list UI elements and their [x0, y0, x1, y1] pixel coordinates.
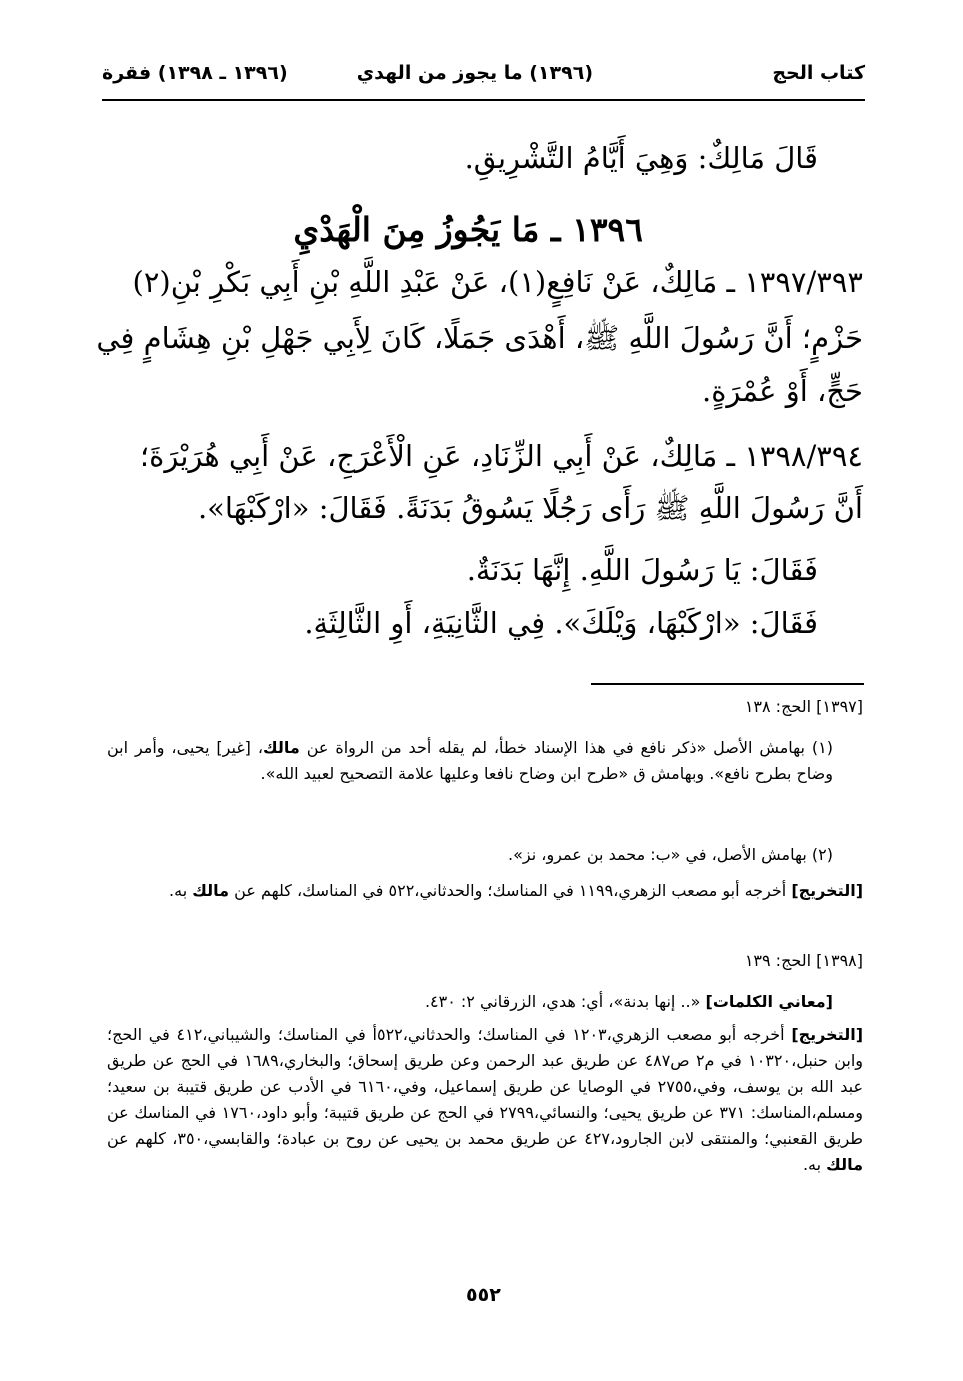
- hadith-1398-line-4: فَقَالَ: «ارْكَبْهَا، وَيْلَكَ». فِي الثَّانِيَةِ، أَوِ الثَّالِثَةِ.: [304, 606, 818, 640]
- hadith-1398-line-1: ١٣٩٨/٣٩٤ ـ مَالِكٌ، عَنْ أَبِي الزِّنَادِ، عَنِ الْأَعْرَجِ، عَنْ أَبِي هُرَيْرَةَ؛: [139, 439, 863, 473]
- page-number: ٥٥٢: [466, 1284, 501, 1306]
- footnote-1: [107, 735, 833, 787]
- footnote-2: (٢) بهامش الأصل، في «ب: محمد بن عمرو، نز».: [508, 845, 833, 864]
- header-book-title: كتاب الحج: [772, 62, 865, 84]
- body-line-malik-tashriq: قَالَ مَالِكٌ: وَهِيَ أَيَّامُ التَّشْرِيقِ.: [464, 141, 818, 175]
- maani-kalimat: [107, 989, 833, 1015]
- maani-label: [معاني الكلمات]: [705, 992, 833, 1011]
- header-paragraph-range: (١٣٩٦ ـ ١٣٩٨) فقرة: [102, 62, 288, 84]
- hadith-1398-line-3: فَقَالَ: يَا رَسُولَ اللَّهِ. إِنَّهَا بَدَنَةٌ.: [466, 553, 818, 587]
- hadith-1397-line-3: حَجٍّ، أَوْ عُمْرَةٍ.: [702, 374, 863, 408]
- takhrij-1397-end: به.: [169, 881, 188, 900]
- hadith-1398-line-2: أَنَّ رَسُولَ اللَّهِ ﷺ رَأَى رَجُلًا يَسُوقُ بَدَنَةً. فَقَالَ: «ارْكَبْهَا».: [197, 491, 863, 525]
- takhrij-1398-text: أخرجه أبو مصعب الزهري،١٢٠٣ في المناسك؛ والحدثاني،٥٢٢أ في المناسك؛ والشيباني،٤١٢ في الحج؛ وابن حنبل،١٠٣٢٠ في م٢ ص٤٨٧ عن طريق عبد الرحمن وعن طريق إسحاق؛ والبخاري،١٦٨٩ في الحج عن طريق عبد الله بن يوسف، وفي،٢٧٥٥ في الوصايا عن طريق إسماعيل، وفي،٦١٦٠ في الأدب عن طريق قتيبة بن سعيد؛ ومسلم،المناسك: ٣٧١ عن طريق يحيى؛ والنسائي،٢٧٩٩ في الحج عن طريق قتيبة؛ وأبو داود،١٧٦٠ في المناسك عن طريق القعنبي؛ والمنتقى لابن الجارود،٤٢٧ عن طريق محمد بن يحيى عن روح بن عبادة؛ والقابسي،٣٥٠، كلهم عن: [107, 1025, 864, 1148]
- takhrij-1397-malik: مالك: [192, 881, 230, 900]
- header-divider: [102, 99, 865, 101]
- footnote-1-text: (١) بهامش الأصل «ذكر نافع في هذا الإسناد خطأ، لم يقله أحد من الرواة عن: [306, 738, 833, 757]
- hadith-1397-line-2: حَزْمٍ؛ أَنَّ رَسُولَ اللَّهِ ﷺ، أَهْدَى جَمَلًا، كَانَ لِأَبِي جَهْلِ بْنِ هِشَامٍ فِي: [96, 321, 863, 355]
- footnote-ref-1398: [١٣٩٨] الحج: ١٣٩: [744, 951, 863, 970]
- header-chapter-title: (١٣٩٦) ما يجوز من الهدي: [356, 62, 593, 84]
- footnote-1-text-cont: ، [غير] يحيى، وأمر ابن وضاح بطرح نافع». وبهامش ق «طرح ابن وضاح نافعا وعليها علامة التصحيح لعبيد الله».: [107, 738, 833, 783]
- hadith-1397-line-1: ١٣٩٧/٣٩٣ ـ مَالِكٌ، عَنْ نَافِعٍ(١)، عَنْ عَبْدِ اللَّهِ بْنِ أَبِي بَكْرِ بْنِ(٢): [132, 265, 863, 299]
- takhrij-1398-end: به.: [802, 1155, 822, 1174]
- footnote-ref-1397: [١٣٩٧] الحج: ١٣٨: [744, 697, 863, 716]
- takhrij-1397: [107, 878, 863, 904]
- footnote-divider: [591, 683, 864, 685]
- takhrij-label: [التخريج]: [791, 881, 863, 900]
- footnote-1-malik: مالك: [262, 738, 300, 757]
- chapter-heading: ١٣٩٦ ـ مَا يَجُوزُ مِنَ الْهَدْيِ: [293, 210, 643, 249]
- maani-text: «.. إنها بدنة»، أي: هدي، الزرقاني ٢: ٤٣٠.: [424, 992, 701, 1011]
- takhrij-label-2: [التخريج]: [791, 1025, 863, 1044]
- takhrij-1398: [107, 1022, 863, 1178]
- takhrij-1397-text: أخرجه أبو مصعب الزهري،١١٩٩ في المناسك؛ والحدثاني،٥٢٢ في المناسك، كلهم عن: [234, 881, 787, 900]
- takhrij-1398-malik: مالك: [826, 1155, 863, 1174]
